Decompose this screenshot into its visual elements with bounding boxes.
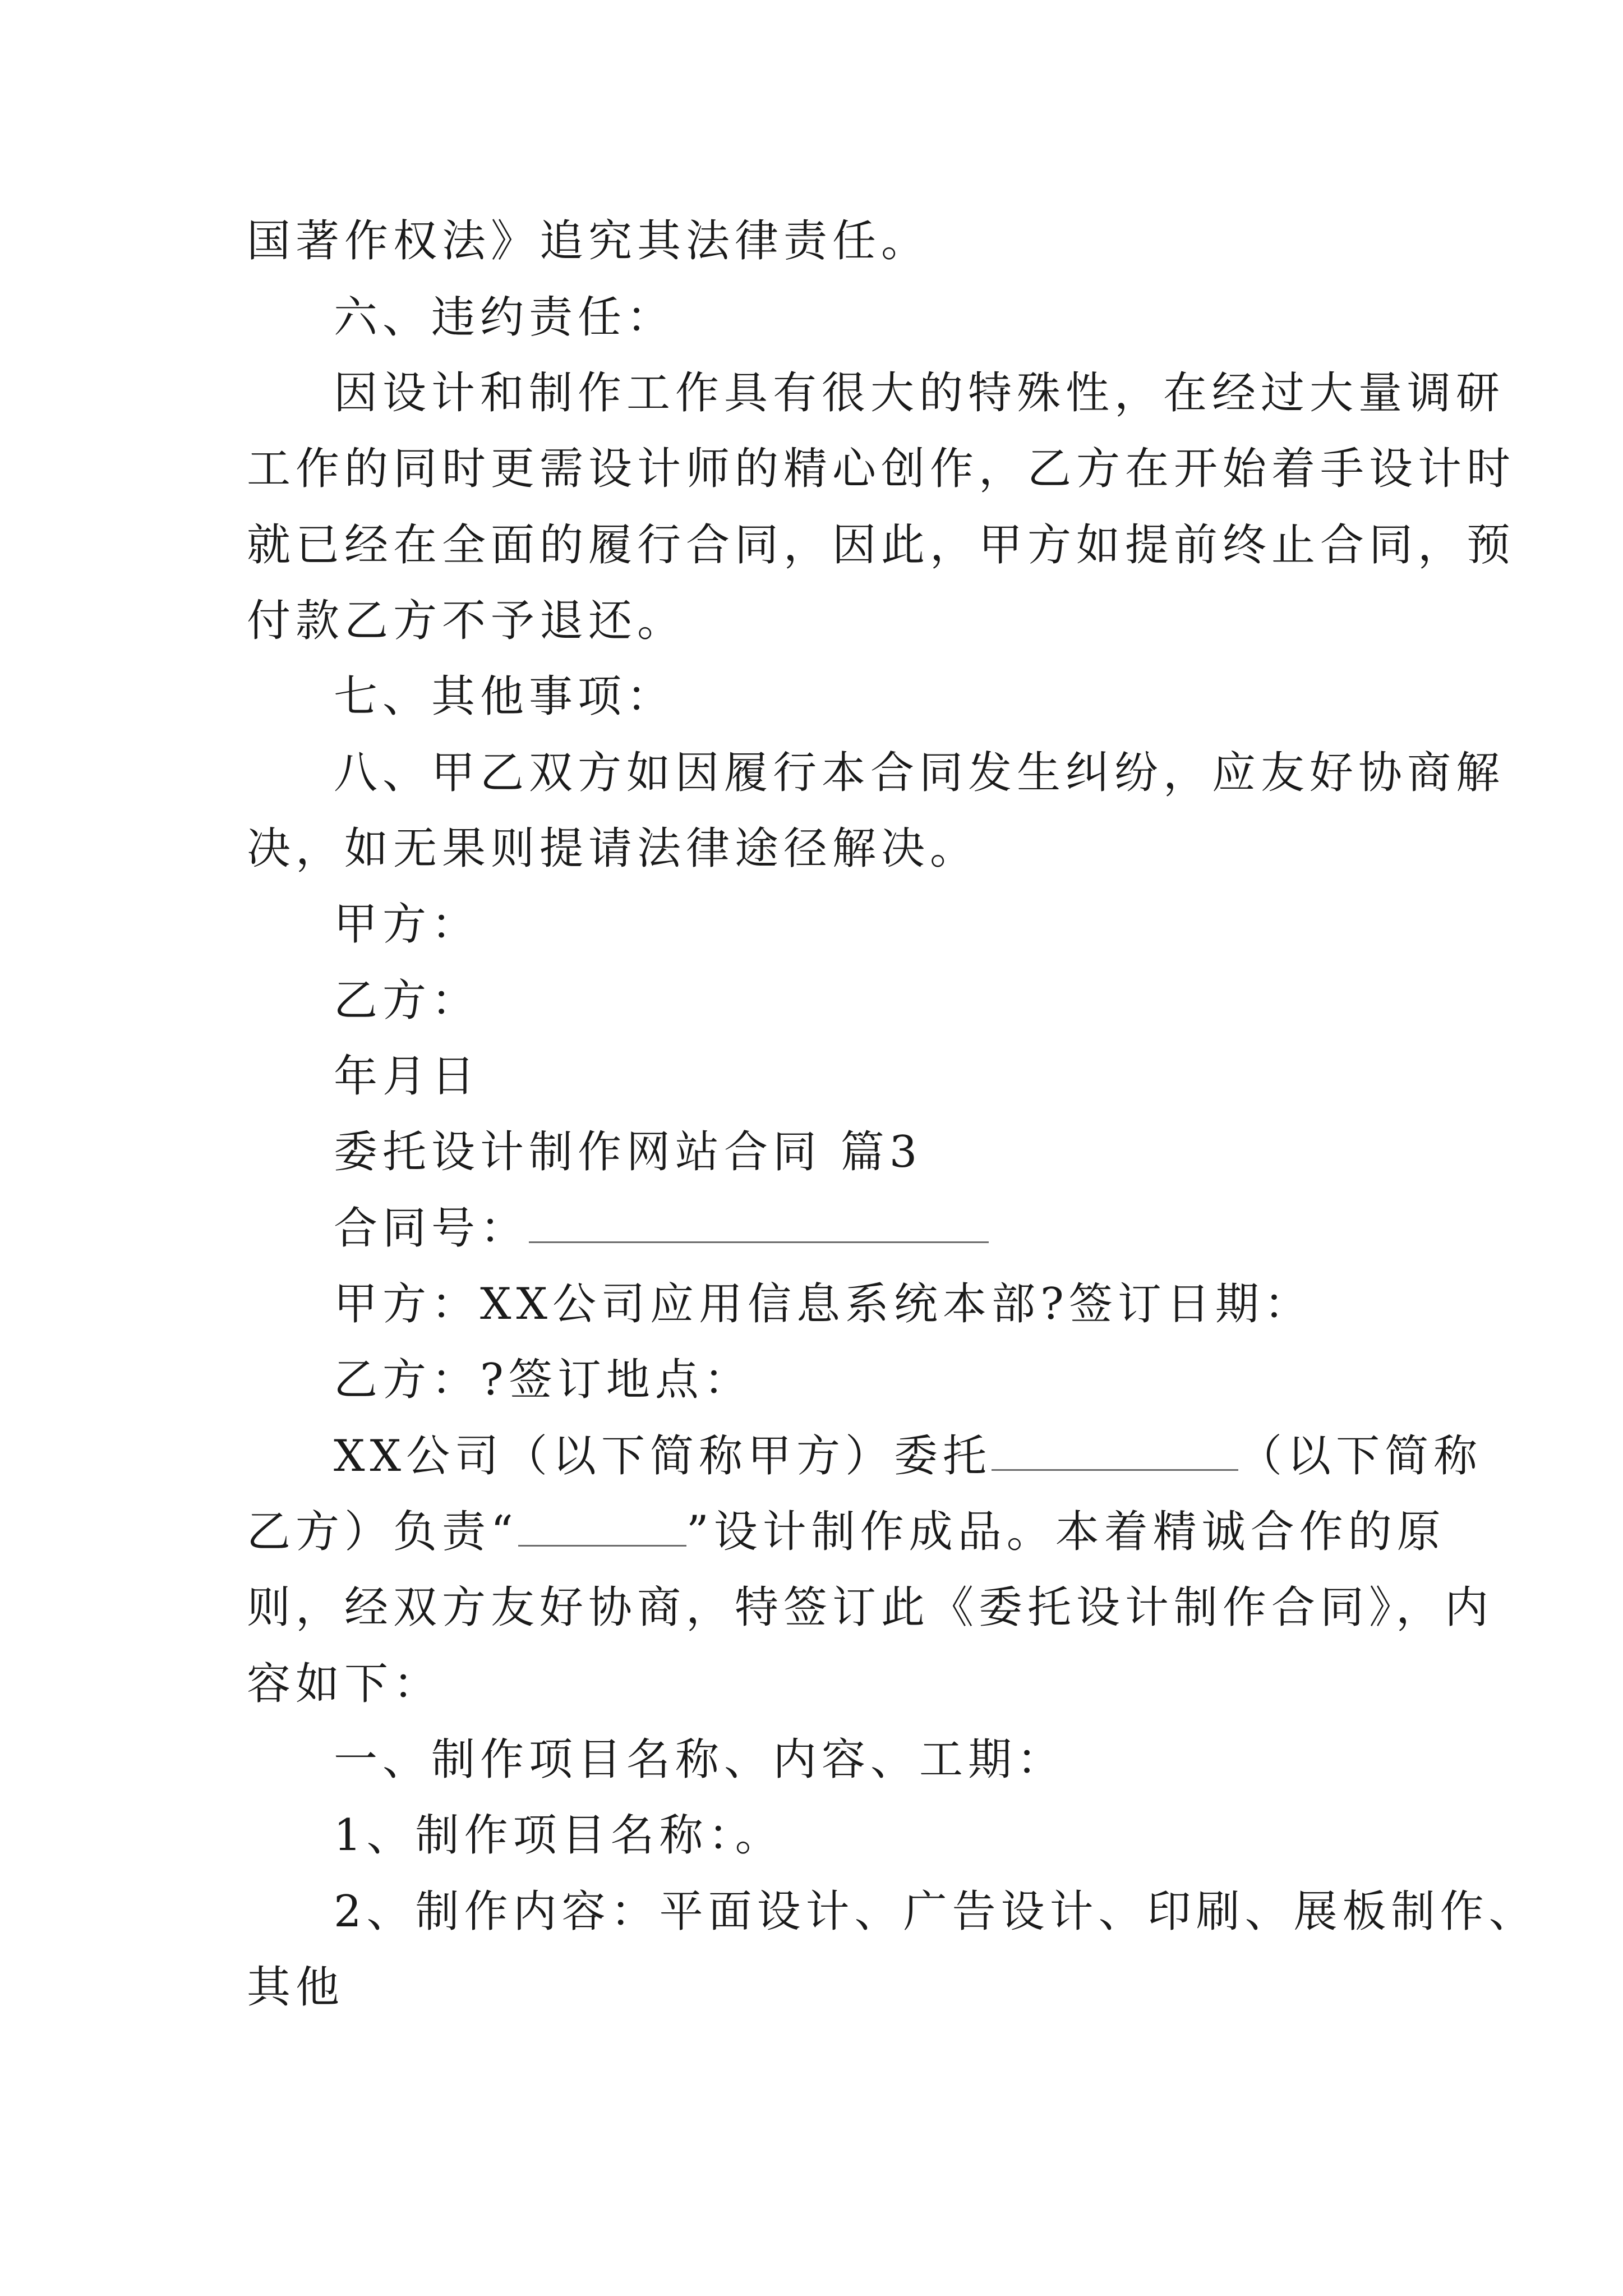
- paragraph-line: 则，经双方友好协商，特签订此《委托设计制作合同》，内: [247, 1582, 1494, 1633]
- party-a-label: 甲方：: [334, 899, 481, 950]
- paragraph-line: 就已经在全面的履行合同，因此，甲方如提前终止合同，预: [247, 520, 1516, 570]
- paragraph-line: 因设计和制作工作具有很大的特殊性，在经过大量调研: [334, 368, 1505, 418]
- party-a-info: 甲方：XX公司应用信息系统本部?签订日期：: [334, 1279, 1313, 1329]
- text-segment: ”设计制作成品。本着精诚合作的原: [686, 1507, 1446, 1557]
- contract-title: 委托设计制作网站合同 篇3: [334, 1127, 923, 1177]
- paragraph-line: [334, 1428, 1483, 1484]
- text-segment: XX公司（以下简称甲方）委托: [334, 1431, 992, 1481]
- paragraph-line: 国著作权法》追究其法律责任。: [247, 216, 930, 266]
- party-b-label: 乙方：: [334, 976, 481, 1026]
- list-item: 2、制作内容：平面设计、广告设计、印刷、展板制作、: [334, 1887, 1538, 1937]
- paragraph-line: 决，如无果则提请法律途径解决。: [247, 823, 979, 874]
- section-heading-other: 七、其他事项：: [334, 671, 676, 722]
- section-heading-project: 一、制作项目名称、内容、工期：: [334, 1734, 1066, 1785]
- paragraph-line: 付款乙方不予退还。: [247, 596, 686, 646]
- entrusted-party-blank: [992, 1430, 1238, 1471]
- contract-number-blank: [529, 1202, 989, 1243]
- text-segment: 乙方）负责“: [247, 1507, 518, 1557]
- date-label: 年月日: [334, 1051, 481, 1102]
- section-heading-breach: 六、违约责任：: [334, 292, 676, 343]
- party-b-info: 乙方：?签订地点：: [334, 1355, 753, 1405]
- project-name-blank: [518, 1506, 686, 1547]
- paragraph-line: 其他: [247, 1962, 345, 2013]
- contract-number-row: [334, 1200, 1436, 1257]
- paragraph-line: 八、甲乙双方如因履行本合同发生纠纷，应友好协商解: [334, 748, 1505, 798]
- text-segment: （以下简称: [1238, 1431, 1483, 1481]
- contract-number-label: 合同号：: [334, 1203, 529, 1254]
- list-item: 1、制作项目名称：。: [334, 1810, 784, 1861]
- paragraph-line: 工作的同时更需设计师的精心创作，乙方在开始着手设计时: [247, 444, 1516, 494]
- paragraph-line: 容如下：: [247, 1659, 442, 1709]
- paragraph-line: [247, 1504, 1446, 1560]
